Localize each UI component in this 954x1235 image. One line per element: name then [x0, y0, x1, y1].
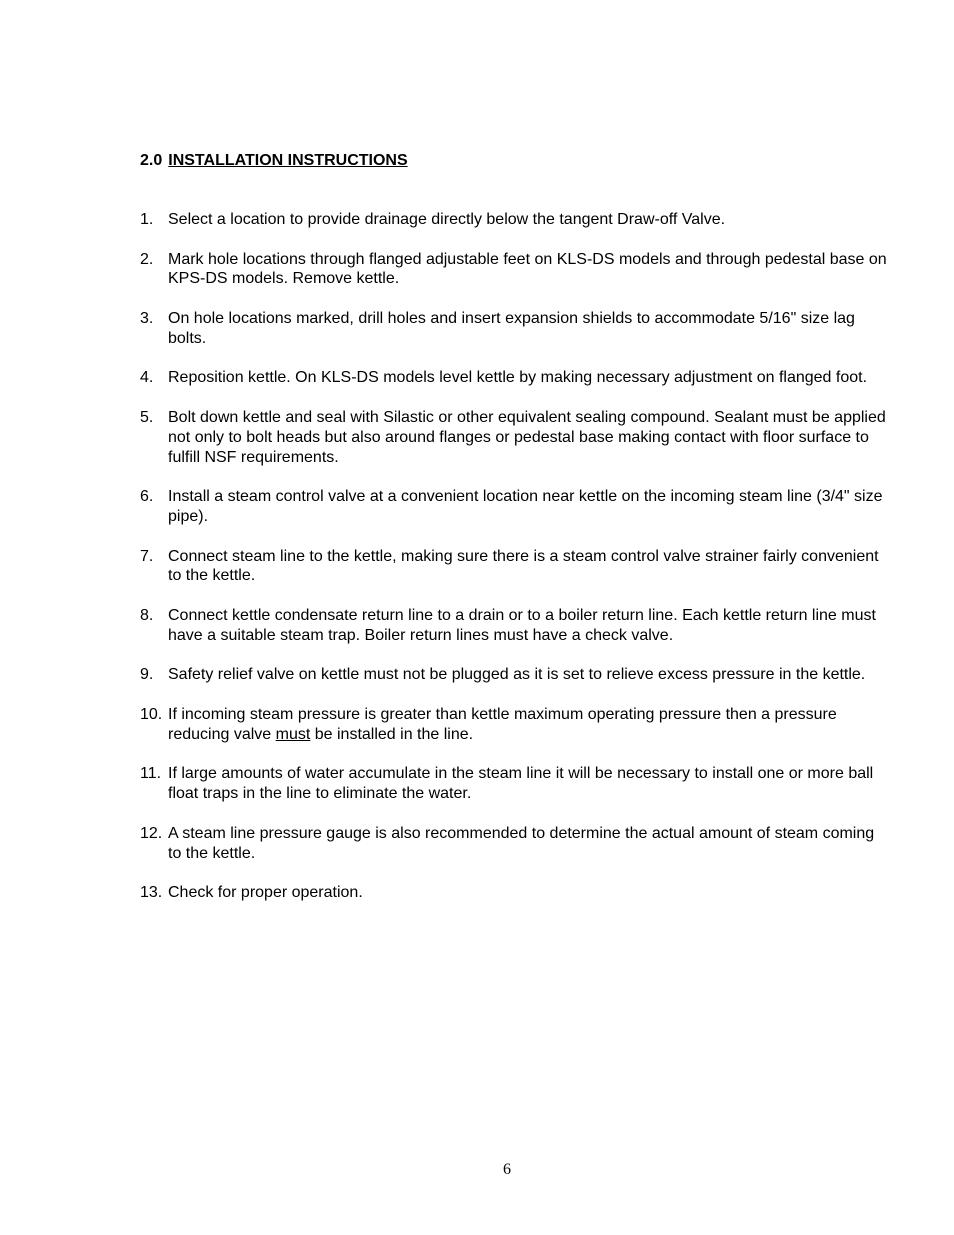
instruction-item	[140, 764, 890, 804]
instruction-item	[140, 368, 890, 388]
section-title: INSTALLATION INSTRUCTIONS	[168, 152, 408, 169]
item-number: 4.	[140, 369, 154, 387]
item-text: Safety relief valve on kettle must not be plugged as it is set to relieve excess pressure in the kettle.	[168, 666, 866, 684]
instruction-item	[140, 606, 890, 646]
item-text: Reposition kettle. On KLS-DS models level kettle by making necessary adjustment on flanged foot.	[168, 369, 868, 387]
item-text: A steam line pressure gauge is also recommended to determine the actual amount of steam coming to the kettle.	[168, 824, 875, 862]
section-number: 2.0	[140, 152, 163, 169]
item-text-after: be installed in the line.	[310, 725, 474, 743]
page-number: 6	[503, 1161, 511, 1178]
item-number: 9.	[140, 666, 154, 684]
instruction-item	[140, 250, 890, 290]
instruction-item	[140, 705, 890, 745]
instruction-item	[140, 210, 890, 230]
item-text: Check for proper operation.	[168, 884, 363, 902]
item-text: Bolt down kettle and seal with Silastic or other equivalent sealing compound. Sealant must be applied not only to bolt heads but also around flanges or pedestal base making contact with floor surface to fulfill NSF requirements.	[168, 408, 886, 466]
instruction-item	[140, 547, 890, 587]
section-heading	[140, 151, 408, 171]
instruction-item	[140, 824, 890, 864]
item-text: Install a steam control valve at a convenient location near kettle on the incoming steam line (3/4" size pipe).	[168, 488, 883, 525]
item-text: On hole locations marked, drill holes and insert expansion shields to accommodate 5/16" size lag bolts.	[168, 309, 855, 347]
instruction-list	[140, 210, 890, 923]
instruction-item	[140, 883, 890, 903]
item-text: Mark hole locations through flanged adjustable feet on KLS-DS models and through pedestal base on KPS-DS models. Remove kettle.	[168, 250, 887, 288]
instruction-item	[140, 665, 890, 685]
item-number: 5.	[140, 408, 154, 426]
instruction-item	[140, 309, 890, 349]
instruction-item	[140, 487, 890, 527]
item-text: Connect kettle condensate return line to a drain or to a boiler return line. Each kettle return line must have a suitable steam trap. Boiler return lines must have a check valve.	[168, 606, 876, 644]
item-number: 8.	[140, 606, 154, 624]
item-number: 12.	[140, 824, 163, 842]
item-number: 10.	[140, 705, 163, 723]
item-text: If large amounts of water accumulate in the steam line it will be necessary to install one or more ball float traps in the line to eliminate the water.	[168, 765, 874, 803]
item-number: 11.	[140, 765, 162, 783]
instruction-item	[140, 408, 890, 467]
item-text: Select a location to provide drainage directly below the tangent Draw-off Valve.	[168, 211, 726, 228]
item-number: 7.	[140, 547, 154, 565]
emphasis-underlined: must	[275, 725, 311, 743]
item-number: 6.	[140, 488, 154, 506]
item-text	[168, 706, 837, 743]
item-text: Connect steam line to the kettle, making sure there is a steam control valve strainer fairly convenient to the kettle.	[168, 547, 879, 585]
item-number: 2.	[140, 250, 154, 268]
item-text-before: If incoming steam pressure is greater than kettle maximum operating pressure then a pressure reducing valve	[168, 705, 837, 743]
item-number: 3.	[140, 309, 154, 327]
item-number: 13.	[140, 884, 163, 902]
item-number: 1.	[140, 211, 154, 228]
